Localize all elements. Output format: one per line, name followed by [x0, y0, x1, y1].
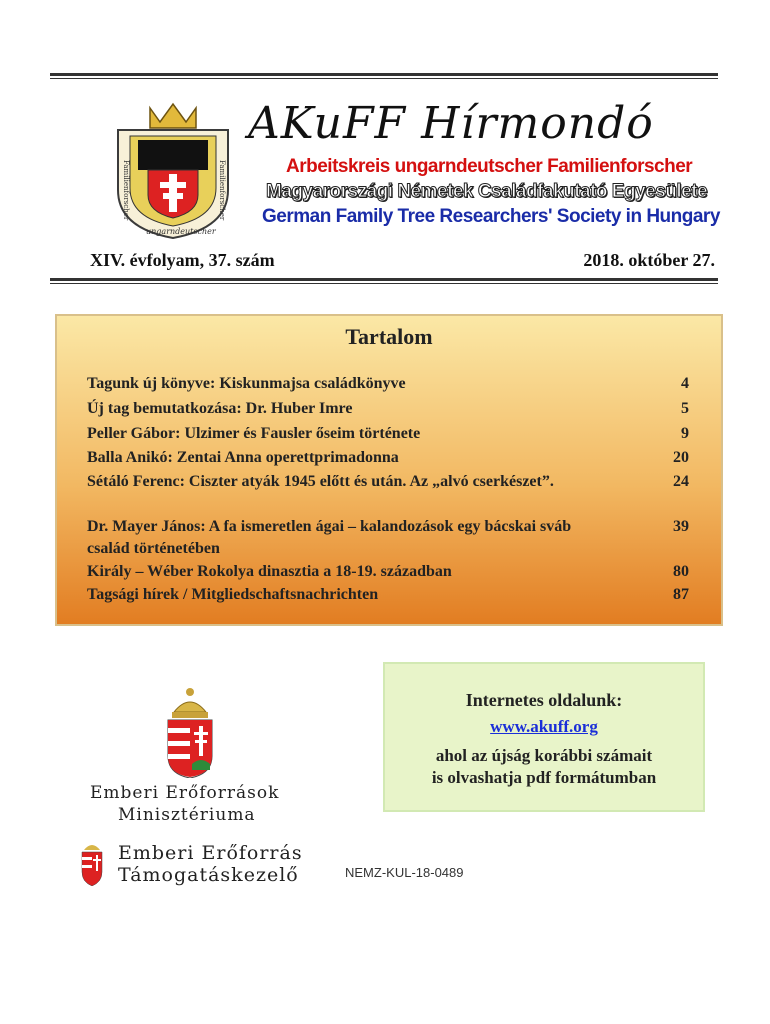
- toc-item-page: 39: [673, 518, 689, 535]
- toc-item-title: Király – Wéber Rokolya dinasztia a 18-19. században: [87, 563, 452, 580]
- grant-code: NEMZ-KUL-18-0489: [345, 865, 464, 880]
- toc-item[interactable]: [87, 471, 689, 493]
- toc-item-page: 9: [681, 425, 689, 442]
- support-agency-name: [118, 842, 303, 886]
- volume-issue: XIV. évfolyam, 37. szám: [90, 250, 275, 270]
- header-rule-thin: [50, 283, 718, 284]
- toc-item-title: Balla Anikó: Zentai Anna operettprimadonna: [87, 449, 399, 466]
- header-rule: [50, 278, 718, 281]
- toc-item-title: Tagsági hírek / Mitgliedschaftsnachrichten: [87, 586, 379, 603]
- website-info-box: [383, 662, 705, 812]
- ministry-line1: Emberi Erőforrások: [90, 783, 280, 803]
- toc-item-title: Dr. Mayer János: A fa ismeretlen ágai – kalandozások egy bácskai sváb család történetében: [87, 518, 572, 557]
- toc-item-title: Tagunk új könyve: Kiskunmajsa családkönyve: [87, 375, 406, 392]
- subtitle-german: Arbeitskreis ungarndeutscher Familienforscher: [286, 156, 693, 177]
- logo-left-band: Familienforscher: [122, 160, 130, 221]
- toc-item[interactable]: [87, 398, 689, 420]
- toc-item-page: 24: [673, 473, 689, 490]
- website-note-line1: ahol az újság korábbi számait: [435, 746, 653, 765]
- toc-item-title: Sétáló Ferenc: Ciszter atyák 1945 előtt és után. Az „alvó cserkészet”.: [87, 473, 554, 490]
- toc-title: Tartalom: [345, 324, 433, 349]
- toc-item-title: Új tag bemutatkozása: Dr. Huber Imre: [87, 400, 353, 417]
- subtitle-english: German Family Tree Researchers' Society in Hungary: [262, 206, 720, 227]
- toc-item[interactable]: [87, 516, 689, 560]
- toc-item-page: 80: [673, 563, 689, 580]
- website-link[interactable]: www.akuff.org: [490, 717, 598, 736]
- akuff-coat-of-arms-logo: [108, 100, 238, 240]
- ministry-name: [90, 782, 279, 826]
- toc-item[interactable]: [87, 584, 689, 606]
- toc-item-page: 20: [673, 449, 689, 466]
- hungarian-crest-icon: [164, 686, 216, 778]
- top-rule-thin: [50, 78, 718, 79]
- issue-date: 2018. október 27.: [583, 250, 715, 270]
- logo-right-band: Familienforscher: [218, 160, 226, 221]
- website-note-line2: is olvashatja pdf formátumban: [431, 768, 657, 787]
- support-line1: Emberi Erőforrás: [118, 842, 303, 864]
- toc-item-page: 4: [681, 375, 689, 392]
- toc-item-page: 87: [673, 586, 689, 603]
- support-line2: Támogatáskezelő: [118, 864, 299, 886]
- logo-bottom-band: ungarndeutscher: [146, 227, 216, 236]
- toc-item[interactable]: [87, 373, 689, 395]
- toc-item-page: 5: [681, 400, 689, 417]
- hungarian-crest-small-icon: [80, 840, 104, 886]
- toc-item[interactable]: [87, 423, 689, 445]
- toc-item[interactable]: [87, 561, 689, 583]
- top-rule: [50, 73, 718, 76]
- table-of-contents: [55, 314, 723, 626]
- toc-item[interactable]: [87, 447, 689, 469]
- ministry-line2: Minisztériuma: [118, 805, 256, 825]
- website-heading: Internetes oldalunk:: [465, 690, 623, 710]
- subtitle-hungarian: Magyarországi Németek Családfakutató Egyesülete: [266, 181, 708, 202]
- toc-item-title: Peller Gábor: Ulzimer és Fausler őseim története: [87, 425, 421, 442]
- publication-title: AKuFF Hírmondó: [248, 98, 654, 149]
